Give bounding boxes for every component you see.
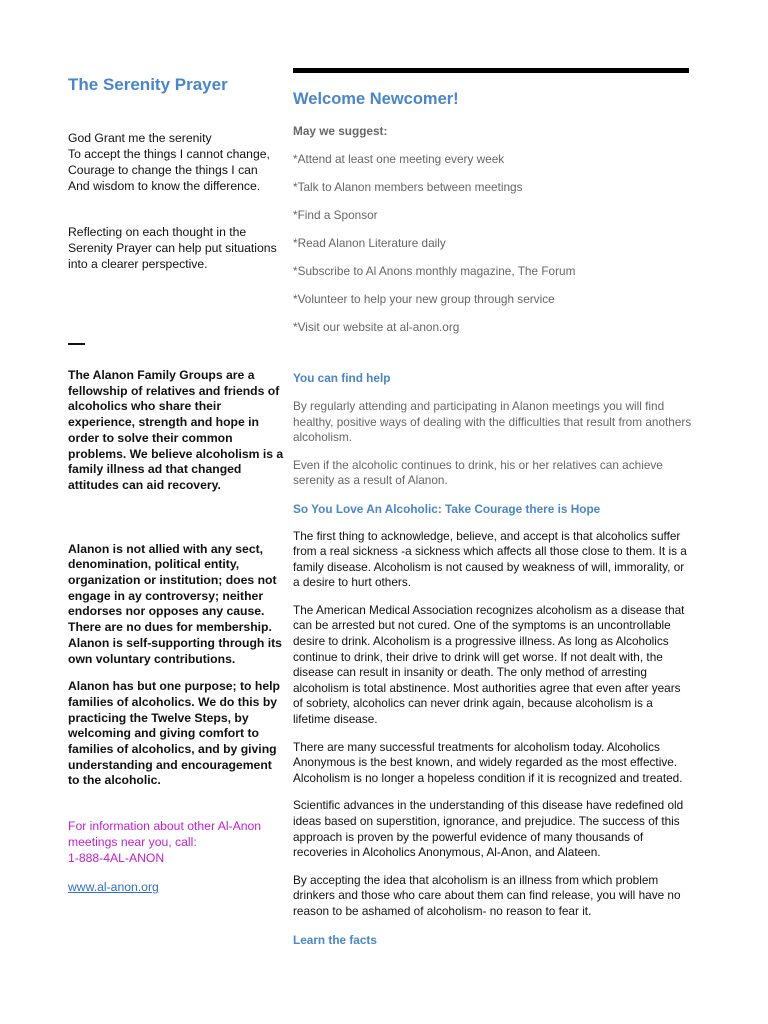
meetings-info-text: For information about other Al-Anon meetings near you, call: [68, 819, 262, 849]
suggestion-item: *Talk to Alanon members between meetings [293, 180, 523, 194]
help-paragraph-2: Even if the alcoholic continues to drink, his or her relatives can achieve serenity as a result of Alanon. [293, 457, 663, 487]
top-rule [293, 68, 689, 73]
suggestion-item: *Find a Sponsor [293, 208, 378, 222]
phone-number: 1-888-4AL-ANON [68, 850, 165, 865]
suggestion-item: *Subscribe to Al Anons monthly magazine, The Forum [293, 264, 576, 278]
body-paragraph: By accepting the idea that alcoholism is an illness from which problem drinkers and those who care about them can find release, you will have no reason to be ashamed of alcoholism- no reason to fear it. [293, 872, 681, 918]
welcome-title: Welcome Newcomer! [293, 90, 459, 108]
body-paragraph: The American Medical Association recognizes alcoholism as a disease that can be arrested but not cured. One of the symptoms is an uncontrollable desire to drink. Alcoholism is a progressive illness. As long as Alcoholics continue to drink, their drive to drink will get worse. If not dealt with, the disease can result in insanity or death. The only method of arresting alcoholism is total abstinence. Most authorities agree that even after years of sobriety, alcoholics can never drink again, because alcoholism is a lifetime disease. [293, 602, 685, 727]
prayer-line: To accept the things I cannot change, [68, 147, 270, 161]
help-paragraph-1: By regularly attending and participating in Alanon meetings you will find healthy, positive ways of dealing with the difficulties that result from anothers alcoholism. [293, 399, 692, 444]
right-column [293, 68, 693, 947]
purpose-paragraph: Alanon has but one purpose; to help families of alcoholics. We do this by practicing the Twelve Steps, by welcoming and giving comfort to families of alcoholics, and by giving understanding and encouragement to the alcoholic. [68, 679, 280, 788]
body-paragraph: Scientific advances in the understanding of this disease have redefined old ideas based on superstition, ignorance, and prejudice. The success of this approach is proven by the powerful evidence of many thousands of recoveries in Alcoholics Anonymous, Al-Anon, and Alateen. [293, 798, 684, 860]
love-alcoholic-heading: So You Love An Alcoholic: Take Courage there is Hope [293, 501, 601, 516]
contact-info [68, 819, 284, 866]
family-groups-paragraph: The Alanon Family Groups are a fellowship of relatives and friends of alcoholics who share their experience, strength and hope in order to solve their common problems. We believe alcoholism is a family illness ad that changed attitudes can aid recovery. [68, 368, 284, 492]
suggestion-item: *Volunteer to help your new group through service [293, 292, 555, 306]
serenity-prayer-title: The Serenity Prayer [68, 75, 228, 94]
body-paragraph: The first thing to acknowledge, believe, and accept is that alcoholics suffer from a real sickness -a sickness which affects all those close to them. It is a family disease. Alcoholism is not caused by weakness of will, immorality, or a desire to hurt others. [293, 528, 687, 590]
suggestion-item: *Visit our website at al-anon.org [293, 320, 460, 334]
left-column [68, 74, 284, 896]
section-divider [68, 343, 85, 345]
serenity-prayer-text [68, 130, 284, 194]
prayer-line: God Grant me the serenity [68, 131, 212, 145]
suggestion-item: *Read Alanon Literature daily [293, 236, 446, 250]
prayer-line: And wisdom to know the difference. [68, 179, 261, 193]
not-allied-paragraph: Alanon is not allied with any sect, denomination, political entity, organization or institution; does not engage in ay controversy; neither endorses nor opposes any cause. There are no dues for membership. Alanon is self-supporting through its own voluntary contributions. [68, 541, 282, 666]
website-link[interactable]: www.al-anon.org [68, 880, 159, 895]
find-help-heading: You can find help [293, 371, 391, 385]
prayer-line: Courage to change the things I can [68, 163, 258, 177]
reflection-paragraph: Reflecting on each thought in the Serenity Prayer can help put situations into a clearer perspective. [68, 225, 277, 271]
body-paragraph: There are many successful treatments for alcoholism today. Alcoholics Anonymous is the best known, and widely regarded as the most effective. Alcoholism is no longer a hopeless condition if it is recognized and treated. [293, 739, 683, 785]
suggest-label: May we suggest: [293, 124, 388, 138]
learn-facts-heading: Learn the facts [293, 932, 377, 947]
suggestion-item: *Attend at least one meeting every week [293, 152, 505, 166]
